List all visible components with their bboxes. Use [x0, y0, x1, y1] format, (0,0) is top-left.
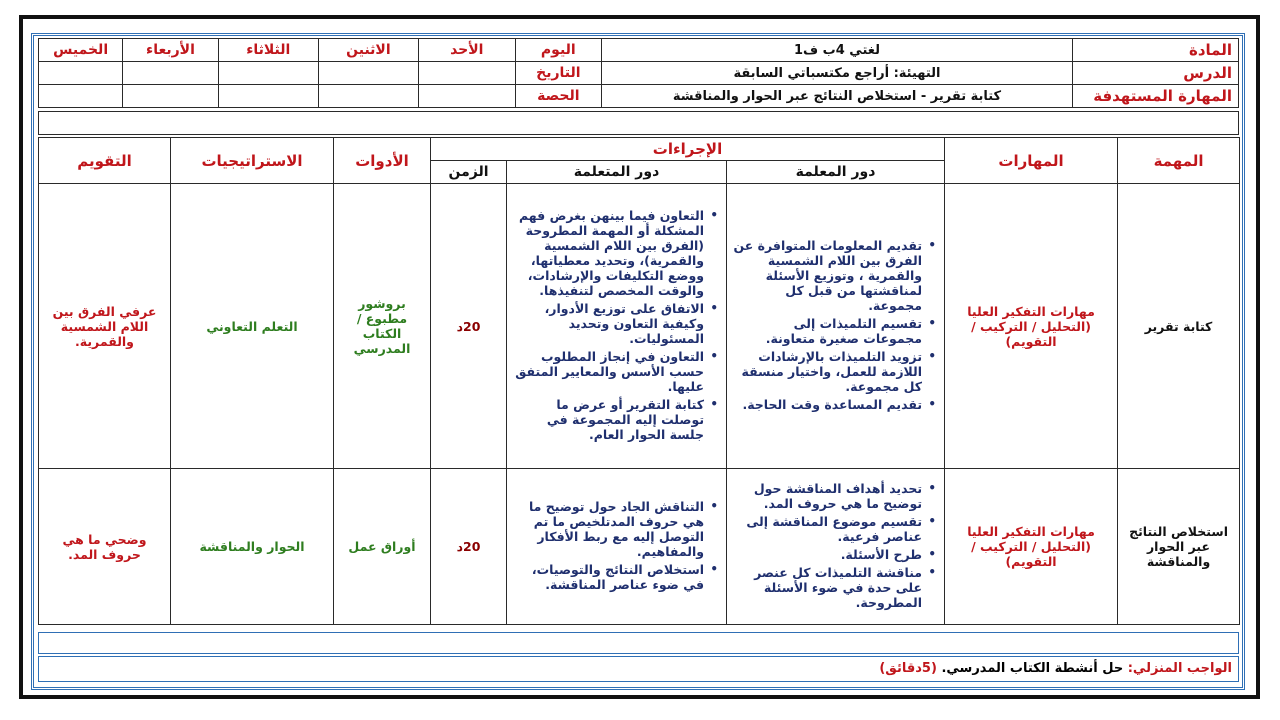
col-evaluation: التقويم — [39, 138, 171, 184]
strategy-cell: التعلم التعاوني — [171, 184, 334, 469]
lesson-label: الدرس — [1072, 62, 1238, 85]
period-cell — [39, 85, 123, 108]
strategy-cell: الحوار والمناقشة — [171, 469, 334, 625]
teacher-role-cell — [727, 469, 945, 625]
day-label: اليوم — [515, 39, 601, 62]
table-row — [39, 184, 1240, 469]
list-item: • التعاون في إنجاز المطلوب حسب الأسس والمعايير المتفق عليها. — [513, 349, 704, 394]
tools-cell: أوراق عمل — [334, 469, 431, 625]
day-wednesday: الأربعاء — [123, 39, 219, 62]
period-label: الحصة — [515, 85, 601, 108]
date-cell — [418, 62, 515, 85]
skills-cell: مهارات التفكير العليا (التحليل / التركيب / التقويم) — [945, 184, 1118, 469]
homework-text: حل أنشطة الكتاب المدرسي. — [941, 661, 1124, 676]
list-item: • الاتفاق على توزيع الأدوار، وكيفية التعاون وتحديد المسئوليات. — [513, 301, 704, 346]
blank-cell — [39, 112, 1239, 135]
evaluation-cell: عرفي الفرق بين اللام الشمسية والقمرية. — [39, 184, 171, 469]
col-skills: المهارات — [945, 138, 1118, 184]
list-item: • مناقشة التلميذات كل عنصر على حدة في ضوء الأسئلة المطروحة. — [733, 565, 922, 610]
evaluation-cell: وضحي ما هي حروف المد. — [39, 469, 171, 625]
homework-duration: (5دقائق) — [879, 661, 937, 676]
col-strategies: الاستراتيجيات — [171, 138, 334, 184]
list-item: • تقسيم التلميذات إلى مجموعات صغيرة متعاونة. — [733, 316, 922, 346]
list-item: • التناقش الجاد حول توضيح ما هي حروف المدتلخيص ما تم التوصل إليه مع ربط الأفكار والمفاهيم. — [513, 499, 704, 559]
student-role-cell — [507, 184, 727, 469]
student-role-cell — [507, 469, 727, 625]
spacer-row — [38, 632, 1239, 654]
col-student-role: دور المتعلمة — [507, 161, 727, 184]
skill-label: المهارة المستهدفة — [1072, 85, 1238, 108]
subject-value: لغتي 4ب ف1 — [602, 39, 1073, 62]
list-item: • التعاون فيما بينهن بغرض فهم المشكلة أو المهمة المطروحة (الفرق بين اللام الشمسية والقمرية)، وتحديد معطياتها، ووضع التكليفات والإرشادات، والوقت المخصص لتنفيذها. — [513, 208, 704, 298]
time-cell: 20د — [431, 469, 507, 625]
period-cell — [318, 85, 418, 108]
list-item: • تقديم المساعدة وقت الحاجة. — [733, 397, 922, 412]
blank-row — [38, 111, 1239, 135]
date-cell — [123, 62, 219, 85]
day-monday: الاثنين — [318, 39, 418, 62]
time-cell: 20د — [431, 184, 507, 469]
date-cell — [318, 62, 418, 85]
list-item: • تحديد أهداف المناقشة حول توضيح ما هي حروف المد. — [733, 481, 922, 511]
list-item: • تقديم المعلومات المتوافرة عن الفرق بين اللام الشمسية والقمرية ، وتوزيع الأسئلة لمناقشتها من قبل كل مجموعة. — [733, 238, 922, 313]
subject-label: المادة — [1072, 39, 1238, 62]
task-cell: كتابة تقرير — [1118, 184, 1240, 469]
date-label: التاريخ — [515, 62, 601, 85]
day-thursday: الخميس — [39, 39, 123, 62]
day-sunday: الأحد — [418, 39, 515, 62]
period-cell — [123, 85, 219, 108]
homework-bar — [38, 656, 1239, 682]
col-teacher-role: دور المعلمة — [727, 161, 945, 184]
skills-cell: مهارات التفكير العليا (التحليل / التركيب / التقويم) — [945, 469, 1118, 625]
skill-value: كتابة تقرير - استخلاص النتائج عبر الحوار والمناقشة — [602, 85, 1073, 108]
homework-label: الواجب المنزلي: — [1127, 661, 1232, 676]
list-item: • تزويد التلميذات بالإرشادات اللازمة للعمل، واختيار منسقة كل مجموعة. — [733, 349, 922, 394]
lesson-value: التهيئة: أراجع مكتسباتي السابقة — [602, 62, 1073, 85]
teacher-role-cell — [727, 184, 945, 469]
date-cell — [218, 62, 318, 85]
list-item: • استخلاص النتائج والتوصيات، في ضوء عناصر المناقشة. — [513, 562, 704, 592]
header-table — [38, 38, 1239, 108]
list-item: • تقسيم موضوع المناقشة إلى عناصر فرعية. — [733, 514, 922, 544]
task-cell: استخلاص النتائج عبر الحوار والمناقشة — [1118, 469, 1240, 625]
tools-cell: بروشور مطبوع / الكتاب المدرسي — [334, 184, 431, 469]
procedures-table — [38, 137, 1240, 625]
period-cell — [218, 85, 318, 108]
list-item: • طرح الأسئلة. — [733, 547, 922, 562]
list-item: • كتابة التقرير أو عرض ما توصلت إليه المجموعة في جلسة الحوار العام. — [513, 397, 704, 442]
day-tuesday: الثلاثاء — [218, 39, 318, 62]
period-cell — [418, 85, 515, 108]
col-procedures: الإجراءات — [431, 138, 945, 161]
table-row — [39, 469, 1240, 625]
col-task: المهمة — [1118, 138, 1240, 184]
date-cell — [39, 62, 123, 85]
col-time: الزمن — [431, 161, 507, 184]
col-tools: الأدوات — [334, 138, 431, 184]
